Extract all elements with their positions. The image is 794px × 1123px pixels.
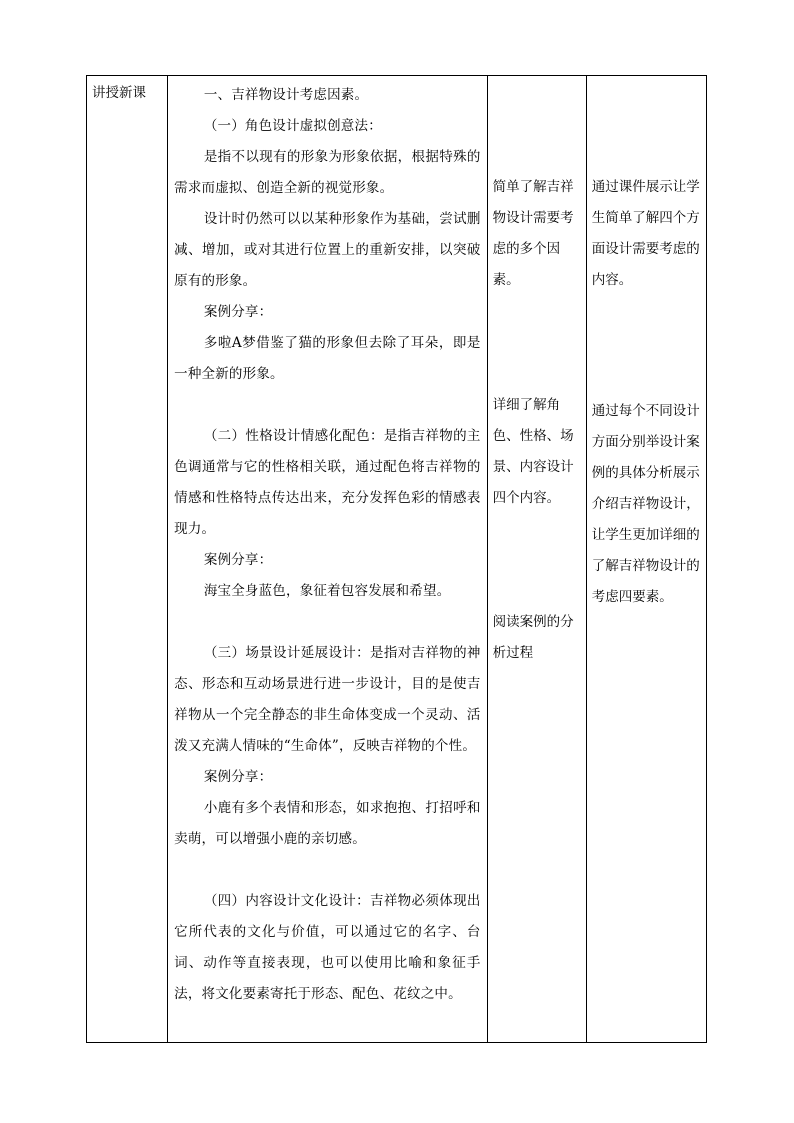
s1-paragraph-1: 是指不以现有的形象为形象依据，根据特殊的需求而虚拟、创造全新的视觉形象。	[174, 149, 481, 196]
row-label: 讲授新课	[92, 85, 146, 101]
design-intent-cell	[586, 76, 706, 1043]
section-heading: 一、吉祥物设计考虑因素。	[203, 87, 369, 103]
lesson-plan-table	[86, 75, 707, 1043]
s1-paragraph-2: 设计时仍然可以以某种形象作为基础，尝试删减、增加，或对其进行位置上的重新安排，以突破原有的形象。	[174, 211, 481, 289]
s3-paragraph: （三）场景设计延展设计：是指对吉祥物的神态、形态和互动场景进行进一步设计，目的是使吉祥物从一个完全静态的非生命体变成一个灵动、活泼又充满人情味的“生命体”，反映吉祥物的个性。	[174, 645, 481, 754]
s1-case-label: 案例分享：	[203, 304, 273, 320]
student-activity-3: 阅读案例的分析过程	[492, 614, 574, 661]
s2-paragraph: （二）性格设计情感化配色：是指吉祥物的主色调通常与它的性格相关联，通过配色将吉祥物的情感和性格特点传达出来，充分发挥色彩的情感表现力。	[174, 428, 481, 537]
s1-case-text: 多啦A梦借鉴了猫的形象但去除了耳朵，即是一种全新的形象。	[174, 335, 481, 382]
s3-case-text: 小鹿有多个表情和形态，如求抱抱、打招呼和卖萌，可以增强小鹿的亲切感。	[174, 800, 481, 847]
s1-title: （一）角色设计虚拟创意法：	[203, 118, 382, 134]
student-activity-cell	[487, 76, 586, 1043]
design-intent-1: 通过课件展示让学生简单了解四个方面设计需要考虑的内容。	[591, 179, 700, 288]
s2-case-label: 案例分享：	[203, 552, 273, 568]
s2-case-text: 海宝全身蓝色，象征着包容发展和希望。	[203, 583, 451, 599]
row-label-cell	[87, 76, 168, 1043]
teaching-content-cell	[168, 76, 488, 1043]
design-intent-2: 通过每个不同设计方面分别举设计案例的具体分析展示介绍吉祥物设计，让学生更加详细的了解吉祥物设计的考虑四要素。	[591, 403, 700, 605]
student-activity-2: 详细了解角色、性格、场景、内容设计四个内容。	[492, 397, 574, 506]
s4-paragraph: （四）内容设计文化设计：吉祥物必须体现出它所代表的文化与价值，可以通过它的名字、台词、动作等直接表现，也可以使用比喻和象征手法，将文化要素寄托于形态、配色、花纹之中。	[174, 893, 481, 1002]
table-row	[87, 76, 707, 1043]
student-activity-1: 简单了解吉祥物设计需要考虑的多个因素。	[492, 179, 574, 288]
s3-case-label: 案例分享：	[203, 769, 273, 785]
